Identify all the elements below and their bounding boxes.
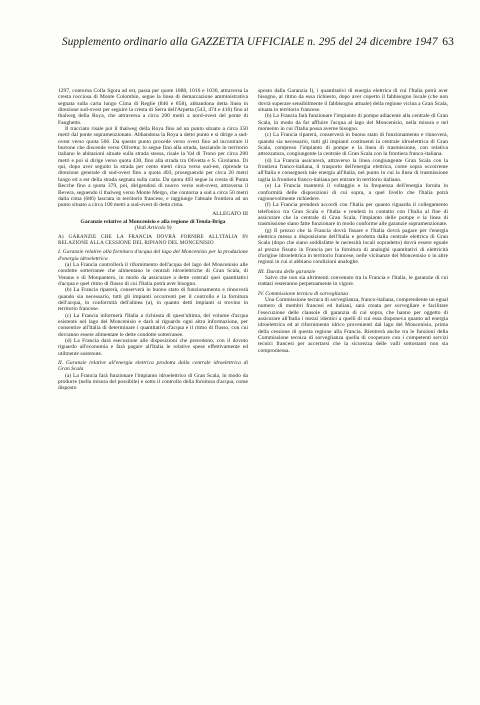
paragraph: Il tracciato risale poi il thalweg della Roya fino ad un punto situato a circa 350 metri dal ponte sopramenzionato. Abbandona la Roya a detto punto e si dirige a sud-ovest verso quota 566. Da questo punto procede verso ovest fino ad incontrare il burrone che discende verso Olivetta; lo segue fino alla strada, lasciando in territorio italiano le abitazioni situate sulla strada stessa, risale la Val di Trono per circa 200 metri e poi si dirige verso quota 430, fino alla strada tra Olivetta e S. Girolamo. Di qui, dopo aver seguito la strada per cento metri circa verso sud-est, riprende la direzione generale di sud-ovest fino a quota 403, proseguendo per circa 20 metri lungo ed a est della strada segnata sulla carta. Da quota 403 segue la cresta di Punta Becche fino a quota 379, poi, dirigendosi di nuovo verso sud-ovest, attraversa il Bevera, seguendo il thalweg verso Monte Mergo, che contorna a sud a circa 50 metri dalla cima (686) lasciata in territorio francese, e raggiunge l'attuale frontiera ad un punto situato a circa 100 metri a sud-ovest di detta cima. xyxy=(58,126,248,209)
paragraph: (e) La Francia manterrà il voltaggio e la frequenza dell'energia fornita in conformità delle disposizioni di cui sopra, a quel livello che l'Italia potrà ragionevolmente richiedere. xyxy=(258,183,448,202)
paragraph: (b) La Francia farà funzionare l'impianto di pompe adiacente alla centrale di Gran Scala, in modo da far affluire l'acqua al lago del Moncenisio, nella misura e nel momento in cui l'Italia possa averne bisogno. xyxy=(258,113,448,133)
paragraph: 1297, contorna Colla Sgora ad est, passa per quote 1088, 1016 e 1036, attraversa la cresta rocciosa di Monte Colombin, segue la linea di demarcazione amministrativa segnata sulla carta lungo Cima di Reglie (846 e 858), abbandona detta linea in direzione sud-ovest per seguire la cresta di Serra dell'Arpetta (543, 474 e 416) fino al thalweg della Roya, che attraversa a circa 200 metri a nord-ovest del ponte di Fanghetto. xyxy=(58,88,248,126)
gazette-title: Supplemento ordinario alla GAZZETTA UFFICIALE n. 295 del 24 dicembre 1947 xyxy=(62,36,438,48)
section-title: Garanzie relative al Moncenisio e alla regione di Tenda-Briga xyxy=(80,218,226,225)
paragraph: (c) La Francia riparerà, conserverà in buono stato di funzionamento e rinnoverà, quando sia necessario, tutti gli impianti costituenti la centrale idroelettrica di Gran Scala, compreso l'impianto di pompe e la linea di trasmissione, con relativa attrezzatura, congiungente la centrale di Gran Scala con la frontiera franco-italiana. xyxy=(258,132,448,158)
paragraph: Una Commissione tecnica di sorveglianza, franco-italiana, comprendente un egual numero di membri francesi ed italiani, sarà creata per sorvegliare e facilitare l'esecuzione delle clausole di garanzia di cui sopra, che hanno per oggetto di assicurare all'Italia i mezzi identici a quelli di cui essa disponeva quanto ad energia idroelettrica ed al rifornimento idrico provenienti dal lago del Moncenisio, prima della cessione di questa regione alla Francia. Rientrerà anche tra le funzioni della Commissione tecnica di sorveglianza quella di cooperare con i competenti servizi tecnici francesi per accertarsi che la sicurezza delle valli sottostanti non sia compromessa. xyxy=(258,297,448,354)
section-heading: I. Garanzie relative alla fornitura d'acqua del lago del Moncenisio per la produzione d'energia idroelettrica xyxy=(58,249,248,262)
annex-label: ALLEGATO III xyxy=(212,210,248,217)
running-header xyxy=(50,36,454,52)
paragraph: (d) La Francia assicurerà, attraverso la linea congiungente Gran Scala con la frontiera franco-italiana, il trasporto dell'energia elettrica, come sopra occorrente all'Italia e consegnerà tale energia all'Italia, nel punto in cui la linea di trasmissione taglia la frontiera franco-italiana per entrare in territorio italiano. xyxy=(258,157,448,183)
paragraph: (b) La Francia riparerà, conserverà in buono stato di funzionamento e rinnoverà quando sia necessario, tutti gli impianti occorrenti per il controllo e la fornitura dell'acqua, in conformità dell'alinea (a), in quanto detti impianti si trovino in territorio francese. xyxy=(58,287,248,313)
paragraph: (g) Il prezzo che la Francia dovrà fissare e l'Italia dovrà pagare per l'energia elettrica messa a disposizione dell'Italia e prodotta dalla centrale elettrica di Gran Scala (dopo che siano soddisfatte le necessità locali sopradetto) dovrà essere eguale al prezzo fissato in Francia per la fornitura di analoghi quantitativi di elettricità d'origine idroelettrica in territorio francese, nelle vicinanze del Moncenisio o in altre regioni in cui si abbiano condizioni analoghe. xyxy=(258,227,448,266)
paragraph: (a) La Francia farà funzionare l'impianto idroelettrico di Gran Scala, in modo da produrre (nella misura del possibile) e sotto il controllo della fornitura d'acqua, come disposto xyxy=(58,372,248,392)
section-heading-caps: A) GARANZIE CHE LA FRANCIA DOVRÀ FORNIRE ALL'ITALIA IN RELAZIONE ALLA CESSIONE DEL RIPIANO DEL MONCENISIO xyxy=(58,233,248,246)
paragraph: (f) La Francia prenderà accordi con l'Italia per quanto riguarda il collegamento telefonico tra Gran Scala e l'Italia e renderà in contatto con l'Italia al fine di assicurare che la centrale di Gran Scala, l'impianto delle pompe e la linea di trasmissione siano fatte funzionare in modo conforme alle garanzie sopramenzionate. xyxy=(258,202,448,228)
section-heading: III. Durata delle garanzie xyxy=(258,268,316,275)
paragraph: (a) La Francia controllerà il rifornimento dell'acqua del lago del Moncenisio alle condotte sotterranee che alimentano le centrali idroelettriche di Gran Scala, di Venaus e di Monpantero, in modo da assicurare a dette centrali quei quantitativi d'acqua e quel ritmo di flusso di cui l'Italia potrà aver bisogno. xyxy=(58,261,248,287)
right-column xyxy=(258,88,448,354)
paragraph: (d) La Francia darà esecuzione alle disposizioni che precedono, con il dovuto riguardo all'economia e farà pagare all'Italia le relative spese effettivamente ed utilmente sostenute. xyxy=(58,338,248,357)
section-subtitle: (Vedi Articolo 9) xyxy=(134,225,172,232)
paragraph: (c) La Francia informerà l'Italia a richiesta di quest'ultima, del volume d'acqua esistente nel lago del Moncenisio e darà al riguardo ogni altra informazione, per consentire all'Italia di determinare i quantitativi d'acqua e il ritmo di flusso, con cui dovranno essere alimentate le dette condotte sotterranee. xyxy=(58,312,248,338)
paragraph: sposto dalla Garanzia I), i quantitativi di energia elettrica di cui l'Italia potrà aver bisogno, al ritmo da essa richiesto, dopo aver coperto il fabbisogno locale (che non dovrà superare sensibilmente il fabbisogno attuale) della regione vicina a Gran Scala, situata in territorio francese. xyxy=(258,88,448,114)
paragraph: Salvo che non sia altrimenti convenuto tra la Francia e l'Italia, le garanzie di cui trattasi resteranno perpetuamente in vigore. xyxy=(258,274,448,288)
section-heading: IV. Commissione tecnica di sorveglianza xyxy=(258,290,349,297)
left-column xyxy=(58,88,248,392)
page-number: 63 xyxy=(442,36,454,48)
section-heading: II. Garanzie relative all'energia elettrica prodotta dalla centrale idroelettrica di Gran Scala xyxy=(58,360,248,373)
